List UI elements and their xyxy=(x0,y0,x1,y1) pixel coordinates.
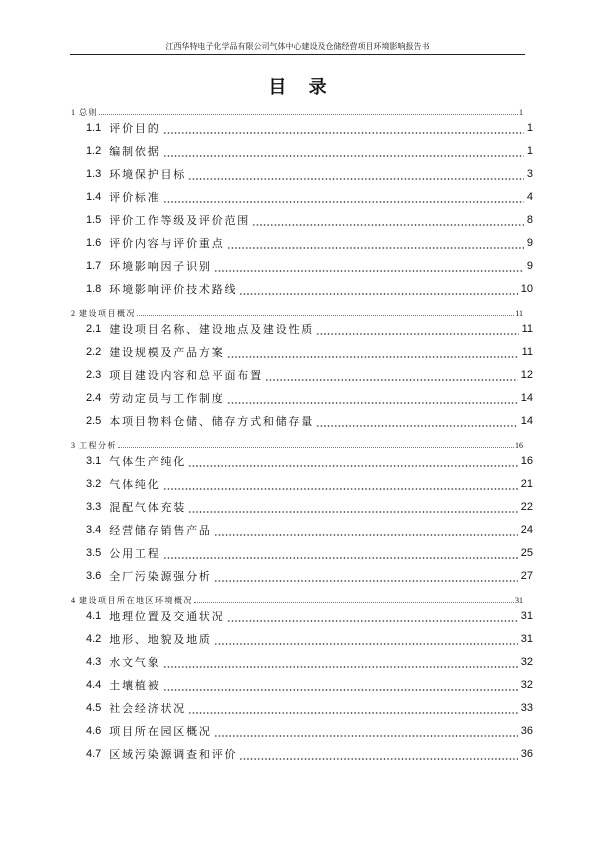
dot-leader xyxy=(137,309,514,316)
dot-leader xyxy=(163,473,518,496)
dot-leader xyxy=(163,651,518,674)
section-title: 地形、地貌及地质 xyxy=(109,633,212,646)
section-number: 3.2 xyxy=(86,478,102,490)
dot-leader xyxy=(239,743,517,766)
page-number: 32 xyxy=(520,656,533,668)
section-title: 经营储存销售产品 xyxy=(109,524,212,537)
page-number: 1 xyxy=(526,122,533,134)
page-number: 11 xyxy=(521,346,533,358)
section-number: 2.3 xyxy=(86,369,102,381)
chapter-number: 1 xyxy=(71,108,75,117)
section-number: 1.4 xyxy=(86,191,102,203)
section-title: 环境影响因子识别 xyxy=(109,260,212,273)
dot-leader xyxy=(252,209,524,232)
toc-section-3-1[interactable] xyxy=(0,450,595,473)
toc-section-3-4[interactable] xyxy=(0,519,595,542)
page-number: 3 xyxy=(526,168,533,180)
toc-section-1-7[interactable] xyxy=(0,255,595,278)
dot-leader xyxy=(163,140,524,163)
section-number: 4.5 xyxy=(86,702,102,714)
page-number: 10 xyxy=(520,283,533,295)
section-title: 建设项目名称、建设地点及建设性质 xyxy=(109,323,315,336)
dot-leader xyxy=(163,186,524,209)
section-title: 土壤植被 xyxy=(109,679,161,692)
section-number: 4.2 xyxy=(86,633,102,645)
page-number: 1 xyxy=(526,145,533,157)
section-number: 1.7 xyxy=(86,260,102,272)
dot-leader xyxy=(227,605,518,628)
toc-section-1-5[interactable] xyxy=(0,209,595,232)
page-number: 12 xyxy=(520,369,533,381)
dot-leader xyxy=(188,697,518,720)
table-of-contents xyxy=(0,100,595,766)
dot-leader xyxy=(214,565,518,588)
page-number: 33 xyxy=(520,702,533,714)
section-number: 1.3 xyxy=(86,168,102,180)
dot-leader xyxy=(163,117,524,140)
toc-section-1-1[interactable] xyxy=(0,117,595,140)
section-number: 4.7 xyxy=(86,748,102,760)
dot-leader xyxy=(227,232,524,255)
toc-section-4-4[interactable] xyxy=(0,674,595,697)
section-title: 混配气体充装 xyxy=(109,501,187,514)
dot-leader xyxy=(227,341,519,364)
dot-leader xyxy=(188,496,518,519)
page-number: 31 xyxy=(520,633,533,645)
page-number: 14 xyxy=(520,415,533,427)
section-number: 1.8 xyxy=(86,283,102,295)
chapter-title: 工程分析 xyxy=(79,441,117,450)
toc-title: 目 录 xyxy=(268,77,335,98)
section-title: 气体生产纯化 xyxy=(109,455,187,468)
toc-section-2-2[interactable] xyxy=(0,341,595,364)
section-title: 环境影响评价技术路线 xyxy=(109,283,238,296)
toc-section-4-3[interactable] xyxy=(0,651,595,674)
toc-section-4-7[interactable] xyxy=(0,743,595,766)
section-title: 气体纯化 xyxy=(109,478,161,491)
section-number: 2.1 xyxy=(86,323,102,335)
section-number: 2.4 xyxy=(86,392,102,404)
toc-section-4-1[interactable] xyxy=(0,605,595,628)
page-number: 21 xyxy=(520,478,533,490)
section-title: 评价工作等级及评价范围 xyxy=(109,214,251,227)
chapter-number: 2 xyxy=(71,309,75,318)
section-title: 项目建设内容和总平面布置 xyxy=(109,369,263,382)
section-title: 评价标准 xyxy=(109,191,161,204)
dot-leader xyxy=(316,318,518,341)
page-number: 27 xyxy=(520,570,533,582)
dot-leader xyxy=(118,441,514,448)
toc-section-3-6[interactable] xyxy=(0,565,595,588)
section-title: 劳动定员与工作制度 xyxy=(109,392,225,405)
dot-leader xyxy=(99,108,518,115)
toc-chapter-1[interactable] xyxy=(0,108,595,117)
dot-leader xyxy=(227,387,518,410)
section-number: 3.3 xyxy=(86,501,102,513)
page-number: 8 xyxy=(526,214,533,226)
toc-section-1-3[interactable] xyxy=(0,163,595,186)
dot-leader xyxy=(188,163,524,186)
dot-leader xyxy=(214,255,524,278)
page-number: 4 xyxy=(526,191,533,203)
section-number: 1.6 xyxy=(86,237,102,249)
chapter-title: 建设项目所在地区环境概况 xyxy=(79,596,193,605)
page-number: 36 xyxy=(520,748,533,760)
section-title: 全厂污染源强分析 xyxy=(109,570,212,583)
section-title: 公用工程 xyxy=(109,547,161,560)
section-title: 本项目物料仓储、储存方式和储存量 xyxy=(109,415,315,428)
toc-chapter-2[interactable] xyxy=(0,309,595,318)
page-number: 31 xyxy=(520,610,533,622)
toc-section-3-2[interactable] xyxy=(0,473,595,496)
chapter-title: 总则 xyxy=(79,108,98,117)
toc-section-4-2[interactable] xyxy=(0,628,595,651)
chapter-title: 建设项目概况 xyxy=(79,309,136,318)
page-number: 32 xyxy=(520,679,533,691)
section-number: 4.3 xyxy=(86,656,102,668)
toc-section-1-8[interactable] xyxy=(0,278,595,301)
section-number: 2.5 xyxy=(86,415,102,427)
dot-leader xyxy=(214,519,518,542)
section-number: 1.5 xyxy=(86,214,102,226)
toc-section-4-6[interactable] xyxy=(0,720,595,743)
running-header: 江西华特电子化学品有限公司气体中心建设及仓储经营项目环境影响报告书 xyxy=(70,41,525,55)
section-title: 地理位置及交通状况 xyxy=(109,610,225,623)
page-number: 14 xyxy=(520,392,533,404)
page-number: 11 xyxy=(521,323,533,335)
page-number: 11 xyxy=(515,309,523,318)
section-number: 4.6 xyxy=(86,725,102,737)
section-title: 编制依据 xyxy=(109,145,161,158)
section-number: 3.4 xyxy=(86,524,102,536)
toc-section-4-5[interactable] xyxy=(0,697,595,720)
section-number: 4.4 xyxy=(86,679,102,691)
chapter-number: 3 xyxy=(71,441,75,450)
section-number: 1.1 xyxy=(86,122,102,134)
page-number: 31 xyxy=(515,596,523,605)
page-number: 25 xyxy=(520,547,533,559)
section-number: 2.2 xyxy=(86,346,102,358)
dot-leader xyxy=(265,364,518,387)
section-number: 4.1 xyxy=(86,610,102,622)
dot-leader xyxy=(239,278,517,301)
page-number: 36 xyxy=(520,725,533,737)
dot-leader xyxy=(163,674,518,697)
section-title: 社会经济状况 xyxy=(109,702,187,715)
toc-section-1-6[interactable] xyxy=(0,232,595,255)
dot-leader xyxy=(316,410,518,433)
section-title: 建设规模及产品方案 xyxy=(109,346,225,359)
dot-leader xyxy=(214,720,518,743)
page-number: 22 xyxy=(520,501,533,513)
page-number: 16 xyxy=(520,455,533,467)
section-title: 评价目的 xyxy=(109,122,161,135)
page-number: 1 xyxy=(519,108,523,117)
section-title: 区域污染源调查和评价 xyxy=(109,748,238,761)
section-number: 3.5 xyxy=(86,547,102,559)
section-title: 项目所在园区概况 xyxy=(109,725,212,738)
section-number: 3.1 xyxy=(86,455,102,467)
toc-section-1-4[interactable] xyxy=(0,186,595,209)
toc-section-2-3[interactable] xyxy=(0,364,595,387)
toc-section-2-1[interactable] xyxy=(0,318,595,341)
toc-section-2-5[interactable] xyxy=(0,410,595,433)
section-title: 环境保护目标 xyxy=(109,168,187,181)
toc-section-3-5[interactable] xyxy=(0,542,595,565)
dot-leader xyxy=(214,628,518,651)
dot-leader xyxy=(188,450,518,473)
dot-leader xyxy=(194,596,514,603)
section-number: 3.6 xyxy=(86,570,102,582)
page-number: 9 xyxy=(526,237,533,249)
toc-chapter-3[interactable] xyxy=(0,441,595,450)
toc-section-3-3[interactable] xyxy=(0,496,595,519)
section-title: 水文气象 xyxy=(109,656,161,669)
page-number: 9 xyxy=(526,260,533,272)
toc-section-1-2[interactable] xyxy=(0,140,595,163)
section-title: 评价内容与评价重点 xyxy=(109,237,225,250)
chapter-number: 4 xyxy=(71,596,75,605)
toc-chapter-4[interactable] xyxy=(0,596,595,605)
section-number: 1.2 xyxy=(86,145,102,157)
dot-leader xyxy=(163,542,518,565)
toc-section-2-4[interactable] xyxy=(0,387,595,410)
page-number: 16 xyxy=(515,441,523,450)
page-number: 24 xyxy=(520,524,533,536)
